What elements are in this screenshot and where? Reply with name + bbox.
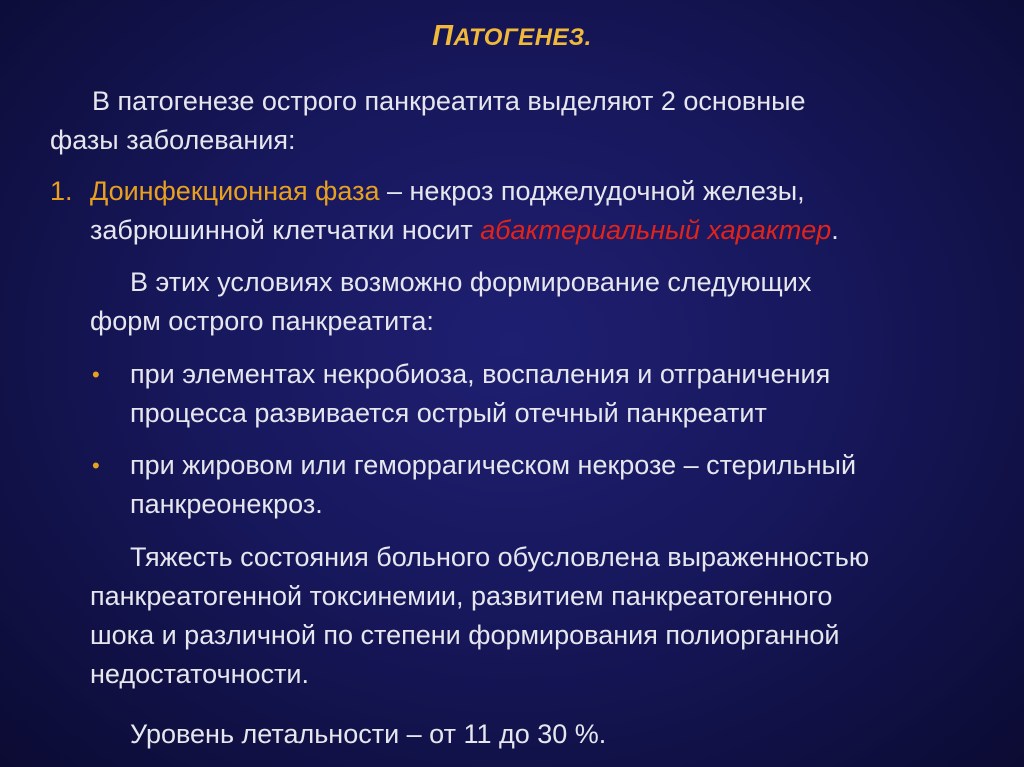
phase-text-a: – некроз поджелудочной железы, [379, 176, 805, 206]
intro-line-1: В патогенезе острого панкреатита выделяют 2 основные [92, 86, 806, 116]
intro-line-2: фазы заболевания: [50, 125, 296, 155]
phase-text-c: . [831, 215, 839, 245]
phase-text-b: забрюшинной клетчатки носит [90, 215, 481, 245]
phase-number: 1. [50, 176, 73, 206]
title-rest: АТОГЕНЕЗ. [453, 24, 592, 51]
bullet-marker: • [92, 453, 100, 478]
severity-line-3: шока и различной по степени формирования полиорганной [90, 620, 840, 650]
phase-line-1 [90, 172, 805, 211]
bullet-1-line-2: процесса развивается острый отечный панкреатит [130, 398, 767, 428]
bullet-2-line-1: при жировом или геморрагическом некрозе – стерильный [130, 450, 857, 480]
title-first-letter: П [432, 20, 454, 52]
severity-line-1: Тяжесть состояния больного обусловлена выраженностью [130, 542, 870, 572]
bullet-marker: • [92, 362, 100, 387]
phase-name: Доинфекционная фаза [90, 176, 380, 206]
bullet-2-line-2: панкреонекроз. [130, 489, 323, 519]
mortality-line: Уровень летальности – от 11 до 30 %. [130, 719, 607, 749]
conditions-line-2: форм острого панкреатита: [90, 306, 434, 336]
severity-line-2: панкреатогенной токсинемии, развитием панкреатогенного [90, 581, 833, 611]
slide-title [0, 20, 1024, 53]
bullet-1-line-1: при элементах некробиоза, воспаления и отграничения [130, 359, 831, 389]
phase-line-2 [90, 211, 839, 250]
abacterial-highlight: абактериальный характер [480, 215, 832, 245]
conditions-line-1: В этих условиях возможно формирование следующих [130, 267, 812, 297]
severity-line-4: недостаточности. [90, 659, 310, 689]
